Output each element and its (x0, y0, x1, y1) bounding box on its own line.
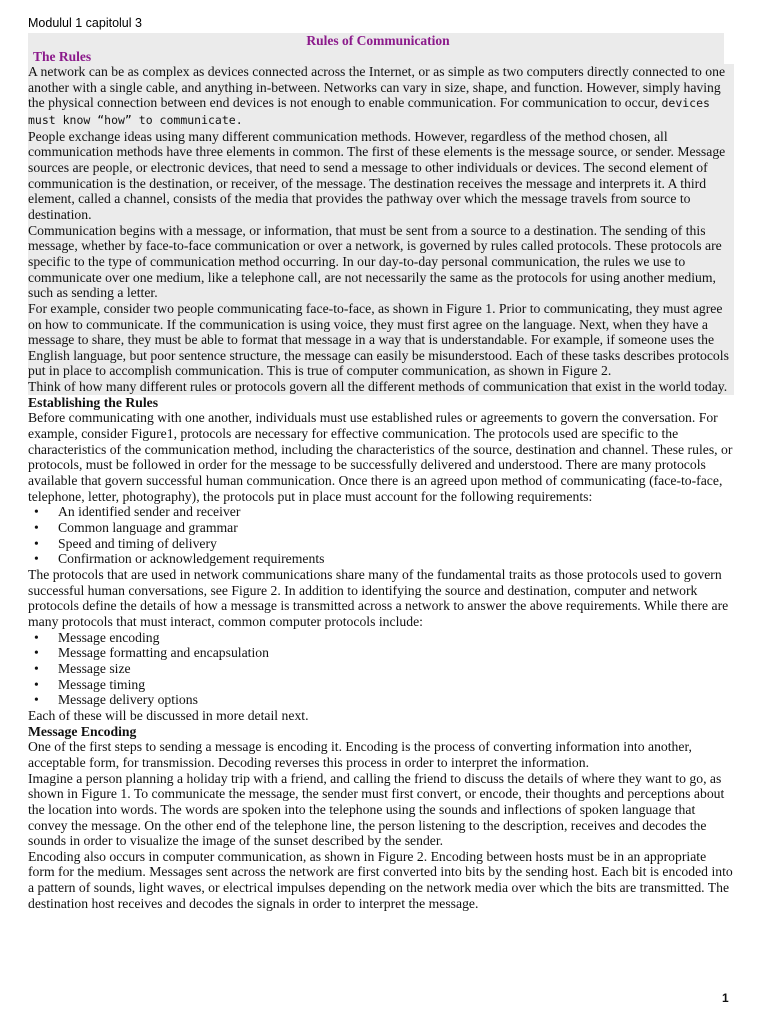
list-item: • Common language and grammar (58, 520, 734, 536)
page-number: 1 (722, 991, 729, 1005)
protocols-list (28, 630, 734, 708)
paragraph-text-mono: devices must know “how” to communicate. (28, 96, 710, 127)
section-heading-message-encoding: Message Encoding (28, 723, 137, 739)
shaded-section-the-rules (28, 64, 734, 395)
list-item: • Speed and timing of delivery (58, 536, 734, 552)
document-title: Rules of Communication (306, 33, 450, 48)
list-item: • Confirmation or acknowledgement requirements (58, 551, 734, 567)
list-item: • Message timing (58, 677, 734, 693)
paragraph (28, 64, 734, 129)
list-item: • Message size (58, 661, 734, 677)
paragraph: For example, consider two people communicating face-to-face, as shown in Figure 1. Prior to communicating, they must agree on how to communicate. If the communication is using voice, they must first agree on the language. Next, when they have a message to share, they must be able to format that message in a way that is understandable. For example, if someone uses the English language, but poor sentence structure, the message can easily be misunderstood. Each of these tasks describes protocols put in place to accomplish communication. This is true of computer communication, as shown in Figure 2. (28, 300, 729, 379)
list-item: • Message encoding (58, 630, 734, 646)
paragraph: One of the first steps to sending a message is encoding it. Encoding is the process of converting information into another, acceptable form, for transmission. Decoding reverses this process in order to interpret the information. (28, 739, 692, 770)
paragraph: People exchange ideas using many different communication methods. However, regardless of the method chosen, all communication methods have three elements in common. The first of these elements is the message source, or sender. Message sources are people, or electronic devices, that need to send a message to other individuals or devices. The second element of communication is the destination, or receiver, of the message. The destination receives the message and interprets it. A third element, called a channel, consists of the media that provides the pathway over which the message travels from source to destination. (28, 128, 726, 222)
list-item: • Message delivery options (58, 692, 734, 708)
section-heading-establishing: Establishing the Rules (28, 394, 159, 410)
paragraph: Communication begins with a message, or information, that must be sent from a source to a destination. The sending of this message, whether by face-to-face communication or over a network, is governed by rules called protocols. These protocols are specific to the type of communication method occurring. In our day-to-day personal communication, the rules we use to communicate over one medium, like a telephone call, are not necessarily the same as the protocols for using another medium, such as sending a letter. (28, 222, 722, 301)
section-heading-the-rules: The Rules (33, 49, 92, 64)
document-body (28, 64, 734, 911)
paragraph: Before communicating with one another, individuals must use established rules or agreements to govern the conversation. For example, consider Figure1, protocols are necessary for effective communication. The protocols used are specific to the characteristics of the communication method, including the characteristics of the source, destination and channel. These rules, or protocols, must be followed in order for the message to be successfully delivered and understood. There are many protocols available that govern successful human communication. Once there is an agreed upon method of communicating (face-to-face, telephone, letter, photography), the protocols put in place must account for the following requirements: (28, 410, 733, 504)
list-item: • An identified sender and receiver (58, 504, 734, 520)
paragraph: Think of how many different rules or protocols govern all the different methods of communication that exist in the world today. (28, 379, 728, 395)
paragraph: The protocols that are used in network communications share many of the fundamental traits as those protocols used to govern successful human conversations, see Figure 2. In addition to identifying the source and destination, computer and network protocols define the details of how a message is transmitted across a network to answer the above requirements. While there are many protocols that must interact, common computer protocols include: (28, 567, 729, 629)
paragraph-text: A network can be as complex as devices connected across the Internet, or as simple as two computers directly connected to one another with a single cable, and anything in-between. Networks can vary in size, shape, and function. However, simply having the physical connection between end devices is not enough to enable communication. For communication to occur, (28, 64, 726, 111)
paragraph: Encoding also occurs in computer communication, as shown in Figure 2. Encoding between hosts must be in an appropriate form for the medium. Messages sent across the network are first converted into bits by the sending host. Each bit is encoded into a pattern of sounds, light waves, or electrical impulses depending on the network media over which the bits are transmitted. The destination host receives and decodes the signals in order to interpret the message. (28, 848, 733, 911)
paragraph: Each of these will be discussed in more detail next. (28, 707, 309, 723)
page-header: Modulul 1 capitolul 3 (28, 16, 142, 30)
requirements-list (28, 504, 734, 567)
list-item: • Message formatting and encapsulation (58, 645, 734, 661)
paragraph: Imagine a person planning a holiday trip with a friend, and calling the friend to discuss the details of where they want to go, as shown in Figure 1. To communicate the message, the sender must first convert, or encode, their thoughts and perceptions about the location into words. The words are spoken into the telephone using the sounds and inflections of spoken language that convey the message. On the other end of the telephone line, the person listening to the description, receives and decodes the sounds in order to visualize the image of the sunset described by the sender. (28, 770, 725, 849)
